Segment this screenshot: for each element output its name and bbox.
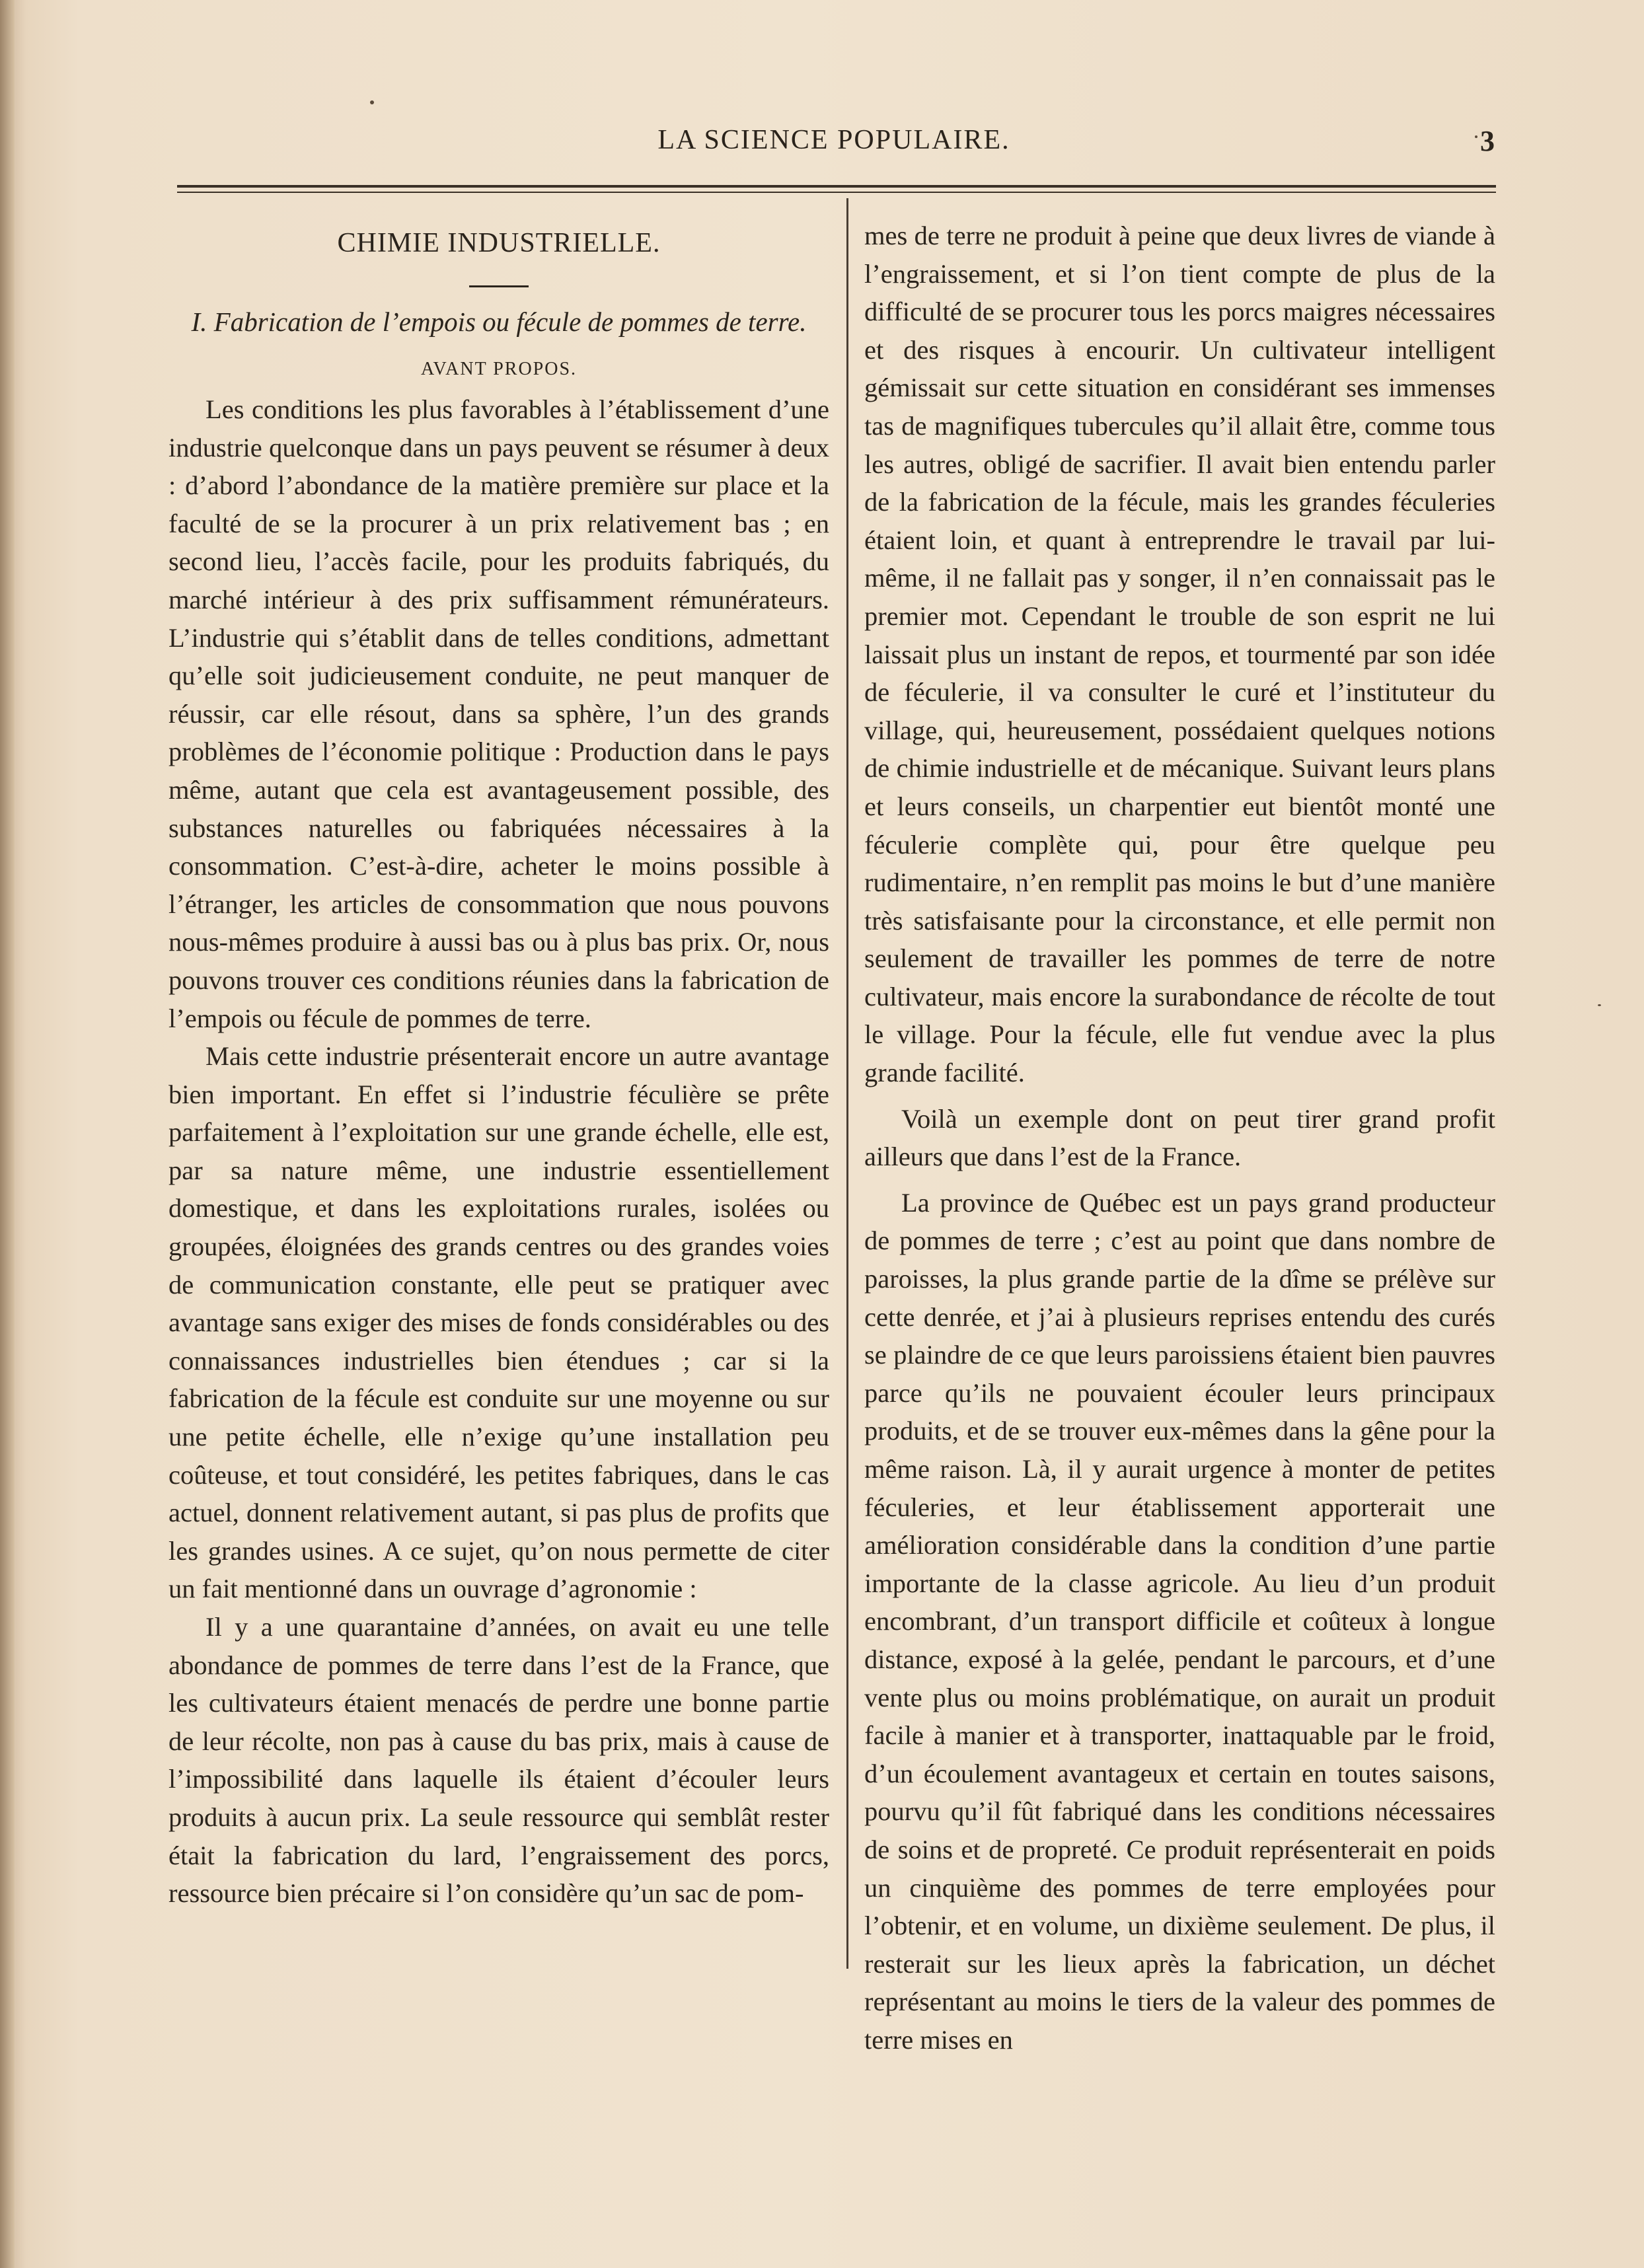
paragraph: Mais cette industrie présenterait encore un autre avantage bien important. En effet si l’industrie féculière se prête parfaitement à l’exploitation sur une grande échelle, elle est, par sa nature même, une industrie essentiellement domestique, et dans les exploitations rurales, isolées ou groupées, éloignées des grands centres ou des grandes voies de communication constante, elle peut se pratiquer avec avantage sans exiger des mises de fonds considérables ou des connaissances industrielles bien étendues ; car si la fabrication de la fécule est conduite sur une moyenne ou sur une petite échelle, elle n’exige qu’une installation peu coûteuse, et tout considéré, les petites fabriques, dans le cas actuel, donnent relativement autant, si pas plus de profits que les grandes usines. A ce sujet, qu’on nous permette de citer un fait mentionné dans un ouvrage d’agronomie :	[168, 1041, 829, 1604]
paper-speck	[370, 100, 374, 104]
paragraph: La province de Québec est un pays grand producteur de pommes de terre ; c’est au point que dans nombre de paroisses, la plus grande partie de la dîme se prélève sur cette denrée, et j’ai à plusieurs reprises entendu des curés se plaindre de ce que leurs paroissiens étaient bien pauvres parce qu’ils ne pouvaient écouler leurs principaux produits, et de se trouver eux-mêmes dans la gêne pour la même raison. Là, il y aurait urgence à monter de petites féculeries, et leur établissement apporterait une amélioration considérable dans la condition d’une partie importante de la classe agricole. Au lieu d’un produit encombrant, d’un transport difficile et coûteux à longue distance, exposé à la gelée, pendant le parcours, et d’une vente plus ou moins problématique, on aurait un produit facile à manier et à transporter, inattaquable par le froid, d’un écoulement avantageux et certain en toutes saisons, pourvu qu’il fût fabriqué dans les conditions nécessaires de soins et de propreté. Ce produit représenterait en poids un cinquième des pommes de terre employées pour l’obtenir, et en volume, un dixième seulement. De plus, il resterait sur les lieux après la fabrication, un déchet représentant au moins le tiers de la valeur des pommes de terre mises en	[864, 1187, 1495, 2055]
paragraph: Il y a une quarantaine d’années, on avait eu une telle abondance de pommes de terre dans l’est de la France, que les cultivateurs étaient menacés de perdre une bonne partie de leur récolte, non pas à cause du bas prix, mais à cause de l’impossibilité dans laquelle ils étaient d’écouler leurs produits à aucun prix. La seule ressource qui semblât rester était la fabrication du lard, l’engraissement des porcs, ressource bien précaire si l’on considère qu’un sac de pom-	[168, 1612, 829, 1909]
page-header	[173, 124, 1495, 170]
paper-speck	[1598, 1004, 1601, 1006]
subsection-title: I. Fabrication de l’empois ou fécule de pommes de terre.	[191, 307, 807, 337]
column-divider	[846, 198, 848, 1969]
paragraph: mes de terre ne produit à peine que deux livres de viande à l’engraissement, et si l’on tient compte de plus de la difficulté de se procurer tous les porcs maigres nécessaires et des risques à encourir. Un cultivateur intelligent gémissait sur cette situation en considérant ses immenses tas de magnifiques tubercules qu’il allait être, comme tous les autres, obligé de sacrifier. Il avait bien entendu parler de la fabrication de la fécule, mais les grandes féculeries étaient loin, et quant à entreprendre le travail par lui-même, il ne fallait pas y songer, il n’en connaissait pas le premier mot. Cependant le trouble de son esprit ne lui laissait plus un instant de repos, et tourmenté par son idée de féculerie, il va consulter le curé et l’instituteur du village, qui, heureusement, possédaient quelques notions de chimie industrielle et de mécanique. Suivant leurs plans et leurs conseils, un charpentier eut bientôt monté une féculerie complète qui, pour être quelque peu rudimentaire, n’en remplit pas moins le but d’une manière très satisfaisante pour la circonstance, et elle permit non seulement de travailler les pommes de terre de notre cultivateur, mais encore la surabondance de récolte de tout le village. Pour la fécule, elle fut vendue avec la plus grande facilité.	[864, 221, 1495, 1088]
paragraph: Les conditions les plus favorables à l’établissement d’une industrie quelconque dans un pays peuvent se résumer à deux : d’abord l’abondance de la matière première sur place et la faculté de se la procurer à un prix relativement bas ; en second lieu, l’accès facile, pour les produits fabriqués, du marché intérieur à des prix suffisamment rémunérateurs. L’industrie qui s’établit dans de telles conditions, admettant qu’elle soit judicieusement conduite, ne peut manquer de réussir, car elle résout, dans sa sphère, l’un des grands problèmes de l’économie politique : Production dans le pays même, autant que cela est avantageusement possible, des substances naturelles ou fabriquées nécessaires à la consommation. C’est-à-dire, acheter le moins possible à l’étranger, les articles de consommation que nous pouvons nous-mêmes produire à aussi bas ou à plus bas prix. Or, nous pouvons trouver ces conditions réunies dans la fabrication de l’empois ou fécule de pommes de terre.	[168, 394, 829, 1033]
paragraph: Voilà un exemple dont on peut tirer grand profit ailleurs que dans l’est de la France.	[864, 1103, 1495, 1172]
avant-propos-heading: AVANT PROPOS.	[420, 359, 578, 379]
running-title: LA SCIENCE POPULAIRE.	[657, 125, 1010, 155]
page-number: 3	[1480, 125, 1495, 157]
page-spine-shadow	[0, 0, 15, 2268]
left-column	[168, 218, 829, 1913]
header-rule-thin	[177, 192, 1496, 193]
right-column	[864, 217, 1495, 2059]
title-divider	[469, 285, 529, 287]
section-title: CHIMIE INDUSTRIELLE.	[337, 228, 661, 258]
header-rule-thick	[177, 185, 1496, 188]
paper-speck	[1475, 135, 1477, 138]
